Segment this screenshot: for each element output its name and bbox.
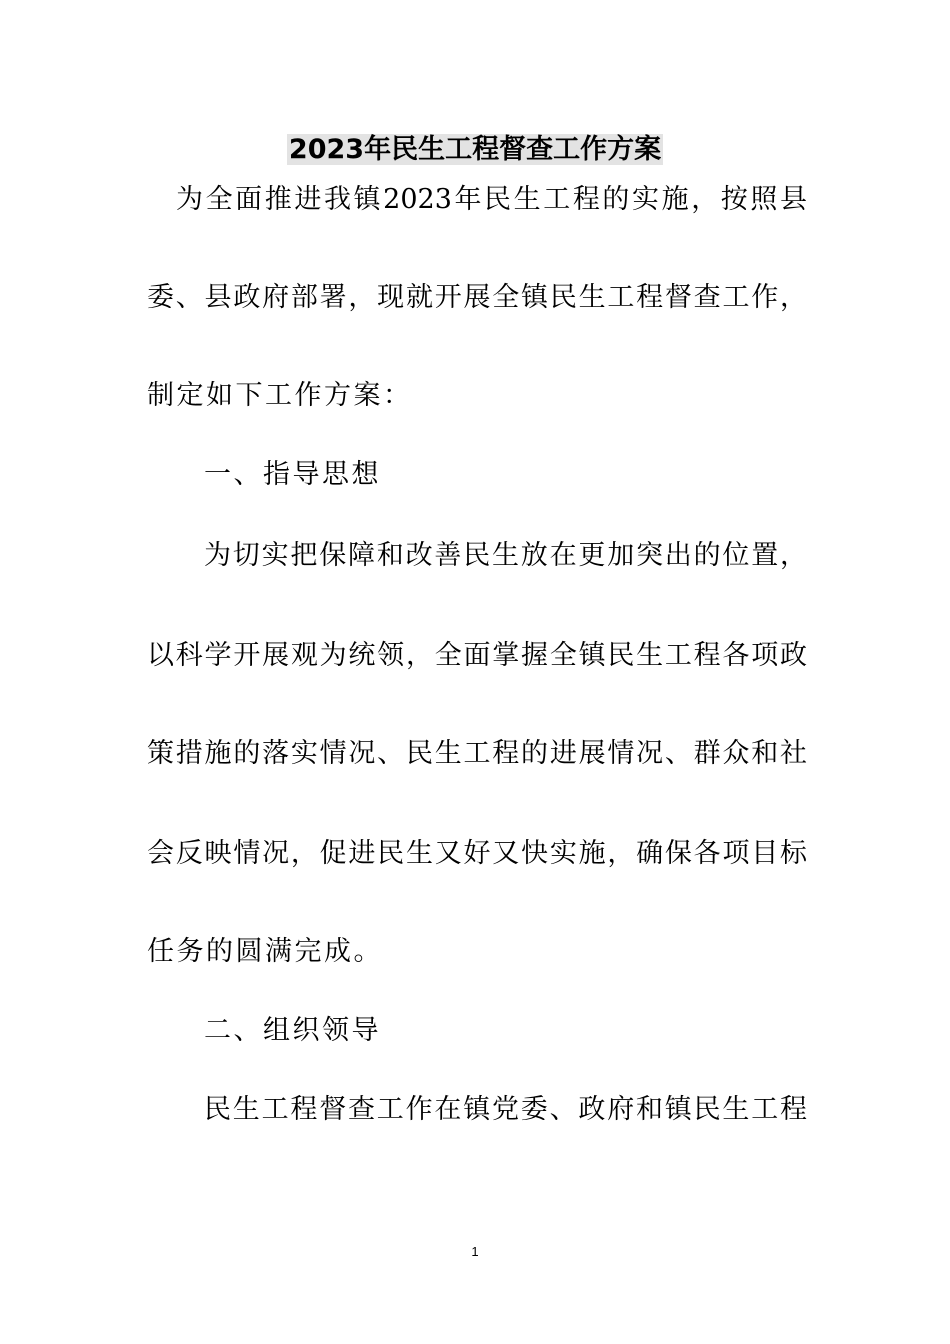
section-heading-guiding-ideology: 一、指导思想 (204, 459, 381, 490)
paragraph-line: 为切实把保障和改善民生放在更加突出的位置， (204, 540, 807, 571)
paragraph-line: 委、县政府部署，现就开展全镇民生工程督查工作， (147, 282, 807, 313)
section-heading-organization-leadership: 二、组织领导 (204, 1015, 381, 1046)
page-number: 1 (471, 1244, 479, 1259)
document-title-text: 2023年民生工程督查工作方案 (288, 134, 662, 165)
paragraph-line: 策措施的落实情况、民生工程的进展情况、群众和社 (147, 738, 807, 769)
paragraph-line: 任务的圆满完成。 (147, 936, 383, 967)
paragraph-line: 以科学开展观为统领，全面掌握全镇民生工程各项政 (147, 640, 807, 671)
paragraph-line: 为全面推进我镇2023年民生工程的实施，按照县 (176, 184, 807, 215)
document-title (0, 130, 950, 170)
paragraph-line: 制定如下工作方案： (147, 380, 413, 411)
paragraph-line: 会反映情况，促进民生又好又快实施，确保各项目标 (147, 838, 807, 869)
paragraph-line: 民生工程督查工作在镇党委、政府和镇民生工程 (204, 1094, 807, 1125)
